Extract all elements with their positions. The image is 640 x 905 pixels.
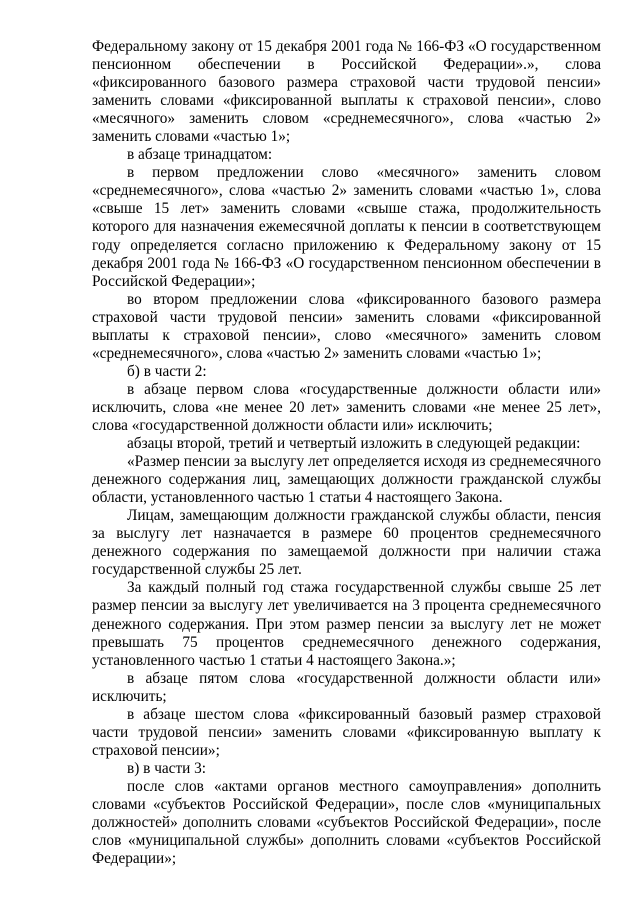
paragraph-pension-increase: За каждый полный год стажа государственной службы свыше 25 лет размер пенсии за выслугу лет увеличивается на 3 процента среднемесячного денежного содержания. При этом размер пенсии за выслугу лет не может превышать 75 процентов среднемесячного денежного содержания, установленного частью 1 статьи 4 настоящего Закона.»; <box>92 579 601 669</box>
paragraph-part-3-heading: в) в части 3: <box>127 759 207 777</box>
paragraph-pension-60-percent: Лицам, замещающим должности гражданской службы области, пенсия за выслугу лет назначается в размере 60 процентов среднемесячного денежного содержания по замещаемой должности при наличии стажа государственной службы 25 лет. <box>92 507 601 579</box>
paragraph-part-3-body: после слов «актами органов местного самоуправления» дополнить словами «субъектов Российской Федерации», после слов «муниципальных должностей» дополнить словами «субъектов Российской Федерации», после слов «муниципальной службы» дополнить словами «субъектов Российской Федерации»; <box>92 777 601 868</box>
paragraph-second-sentence: во втором предложении слова «фиксированного базового размера страховой части трудовой пенсии» заменить словами «фиксированной выплаты к страховой пенсии», слово «месячного» заменить словом «среднемесячного», слова «частью 2» заменить словами «частью 1»; <box>92 290 601 362</box>
paragraph-first-sentence: в первом предложении слово «месячного» заменить словом «среднемесячного», слова «частью 2» заменить словами «частью 1», слова «свыше 15 лет» заменить словами «свыше стажа, продолжительность которого для назначения ежемесячной доплаты к пенсии в соответствующем году определяется согласно приложению к Федеральному закону от 15 декабря 2001 года № 166-ФЗ «О государственном пенсионном обеспечении в Российской Федерации»; <box>92 164 601 290</box>
paragraph-continuation: Федеральному закону от 15 декабря 2001 года № 166-ФЗ «О государственном пенсионном обеспечении в Российской Федерации».», слова «фиксированного базового размера страховой части трудовой пенсии» заменить словами «фиксированной выплаты к страховой пенсии», слово «месячного» заменить словом «среднемесячного», слова «частью 2» заменить словами «частью 1»; <box>92 38 601 146</box>
paragraph-subsection-6: в абзаце шестом слова «фиксированный базовый размер страховой части трудовой пенсии» заменить словами «фиксированную выплату к страховой пенсии»; <box>92 705 601 759</box>
paragraph-part-2-first: в абзаце первом слова «государственные должности области или» исключить, слова «не менее 20 лет» заменить словами «не менее 25 лет», слова «государственной должности области или» исключить; <box>92 380 601 434</box>
paragraph-subsection-13: в абзаце тринадцатом: <box>127 146 273 164</box>
paragraph-subsection-5: в абзаце пятом слова «государственной должности области или» исключить; <box>92 669 601 705</box>
document-page <box>92 38 601 868</box>
paragraph-part-2-heading: б) в части 2: <box>127 362 207 380</box>
paragraph-pension-size: «Размер пенсии за выслугу лет определяется исходя из среднемесячного денежного содержания лиц, замещающих должности гражданской службы области, установленного частью 1 статьи 4 настоящего Закона. <box>92 453 601 507</box>
paragraph-new-wording-intro: абзацы второй, третий и четвертый изложить в следующей редакции: <box>127 435 581 453</box>
